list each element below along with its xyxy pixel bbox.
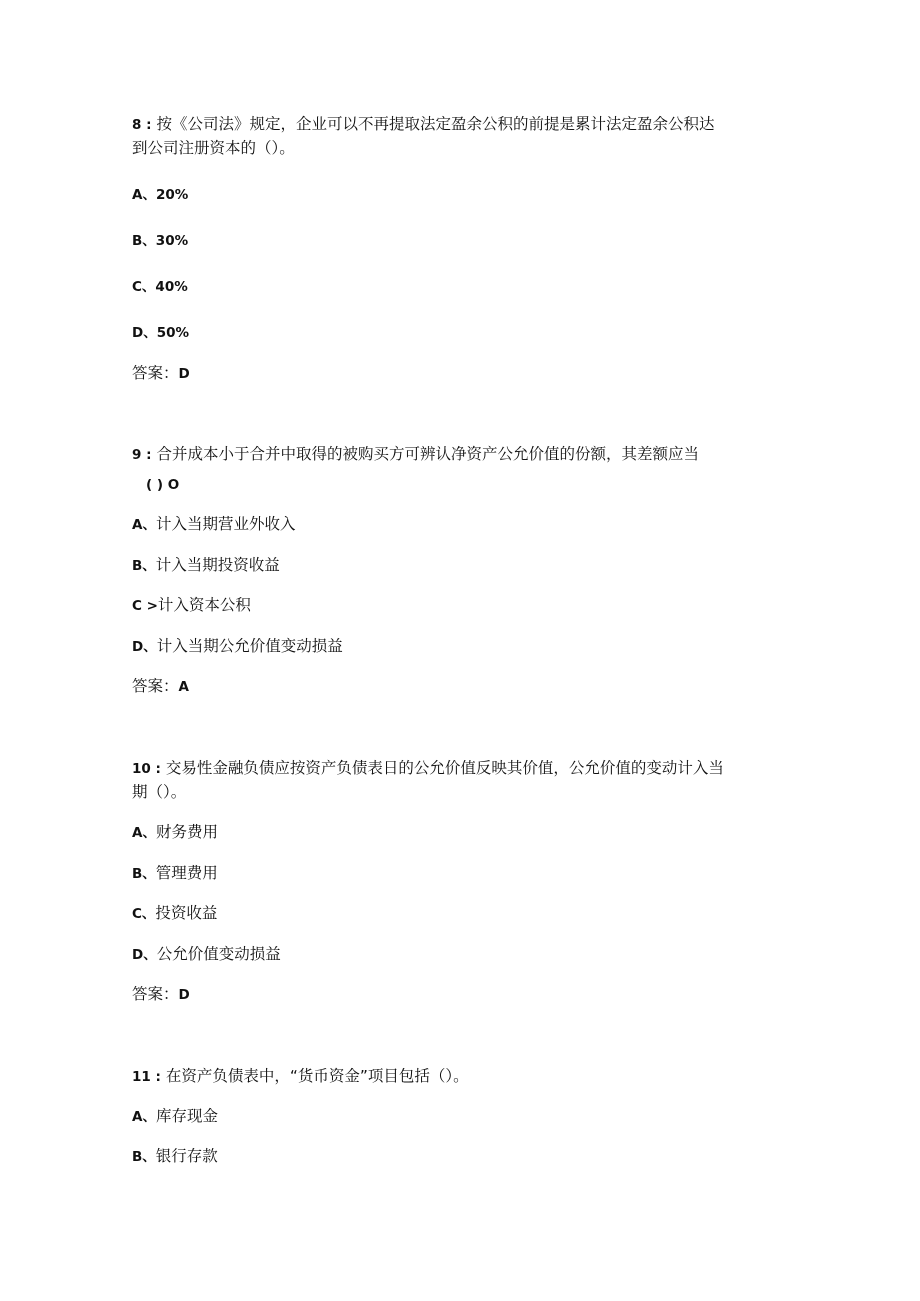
option-letter: A、 — [132, 825, 156, 841]
option-letter: D、 — [132, 325, 157, 341]
answer-line — [132, 676, 189, 697]
question-number: 8 : — [132, 117, 152, 133]
question-number: 11 : — [132, 1069, 161, 1085]
answer-line — [132, 984, 190, 1005]
option-text: 库存现金 — [155, 1107, 218, 1125]
option-text: 20% — [155, 187, 189, 203]
question-9-line-2: ( ) O — [146, 477, 180, 493]
option-text: 50% — [156, 325, 190, 341]
answer-label: 答案： — [132, 985, 179, 1003]
option-text: 投资收益 — [155, 904, 218, 922]
answer-line — [132, 363, 190, 384]
question-8-line-1 — [132, 114, 714, 135]
question-number: 10 : — [132, 761, 161, 777]
question-text: 合并成本小于合并中取得的被购买方可辨认净资产公允价值的份额，其差额应当 — [156, 445, 699, 463]
option-text: 计入资本公积 — [157, 596, 251, 614]
option-a — [132, 514, 295, 535]
option-letter: B、 — [132, 1149, 156, 1165]
option-text: 财务费用 — [155, 823, 218, 841]
option-letter: C、 — [132, 279, 156, 295]
option-d — [132, 944, 281, 965]
option-a — [132, 1106, 218, 1127]
question-text: 按《公司法》规定，企业可以不再提取法定盈余公积的前提是累计法定盈余公积达 — [156, 115, 715, 133]
option-letter: A、 — [132, 517, 156, 533]
option-letter: B、 — [132, 866, 156, 882]
option-letter: D、 — [132, 947, 157, 963]
answer-label: 答案： — [132, 364, 179, 382]
question-8-line-2: 到公司注册资本的（）。 — [132, 139, 295, 157]
option-text: 30% — [155, 233, 189, 249]
option-letter: C、 — [132, 906, 156, 922]
option-b — [132, 1146, 218, 1167]
option-letter: B、 — [132, 233, 156, 249]
question-text: 在资产负债表中，“货币资金”项目包括（）。 — [165, 1067, 469, 1085]
question-10-line-2: 期（）。 — [132, 783, 187, 801]
option-d — [132, 636, 343, 657]
question-text: 交易性金融负债应按资产负债表日的公允价值反映其价值，公允价值的变动计入当 — [165, 759, 724, 777]
option-c — [132, 595, 251, 616]
option-letter: C > — [132, 598, 158, 614]
answer-label: 答案： — [132, 677, 179, 695]
option-letter: B、 — [132, 558, 156, 574]
option-letter: A、 — [132, 1109, 156, 1125]
option-text: 管理费用 — [155, 864, 218, 882]
option-a — [132, 184, 188, 205]
option-b — [132, 230, 188, 251]
option-text: 计入当期营业外收入 — [155, 515, 296, 533]
option-b — [132, 863, 218, 884]
question-9-line-1 — [132, 444, 699, 465]
option-text: 计入当期投资收益 — [155, 556, 280, 574]
answer-value: A — [178, 679, 189, 695]
answer-value: D — [178, 366, 190, 382]
question-10-line-1 — [132, 758, 724, 779]
option-c — [132, 903, 217, 924]
option-letter: A、 — [132, 187, 156, 203]
option-c — [132, 276, 188, 297]
question-number: 9 : — [132, 447, 152, 463]
option-text: 公允价值变动损益 — [156, 945, 281, 963]
option-text: 40% — [155, 279, 188, 295]
option-letter: D、 — [132, 639, 157, 655]
option-d — [132, 322, 189, 343]
option-a — [132, 822, 218, 843]
option-b — [132, 555, 280, 576]
option-text: 银行存款 — [155, 1147, 218, 1165]
option-text: 计入当期公允价值变动损益 — [156, 637, 343, 655]
answer-value: D — [178, 987, 190, 1003]
question-11-line-1 — [132, 1066, 469, 1087]
